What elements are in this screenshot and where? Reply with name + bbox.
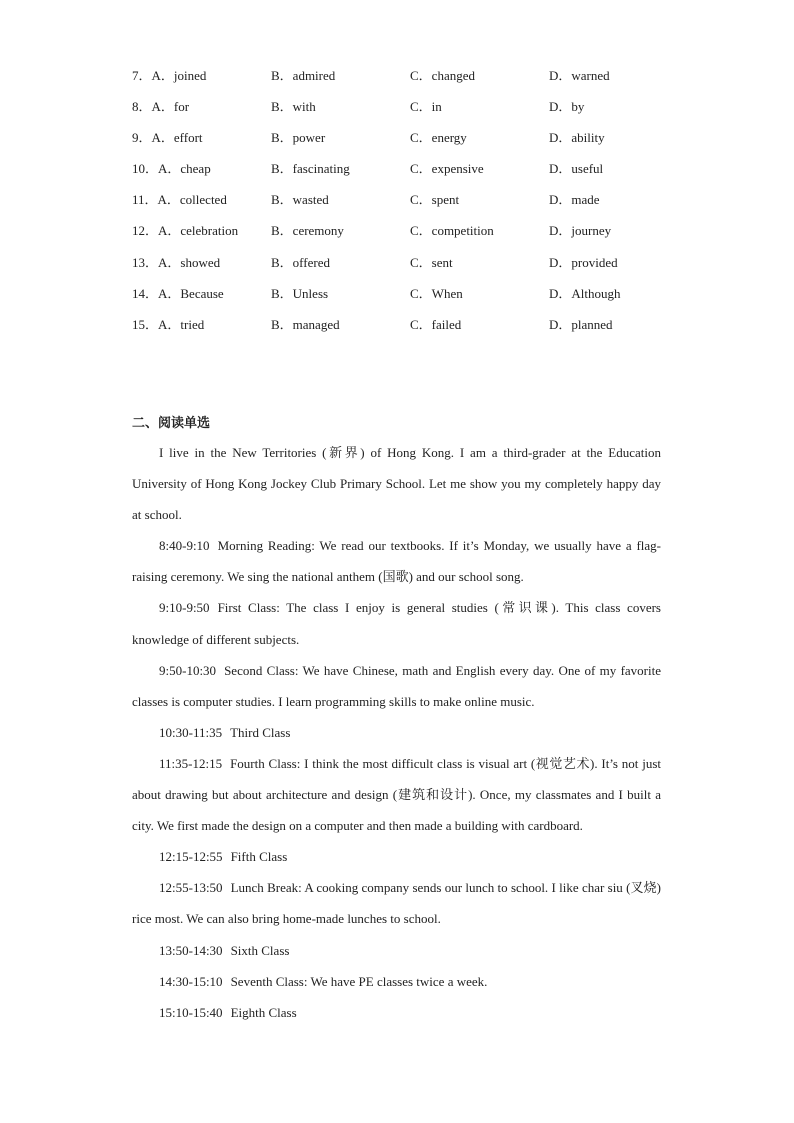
question-row	[132, 313, 672, 344]
option-b: B．Unless	[271, 285, 329, 301]
schedule-time: 15:10-15:40	[159, 1004, 223, 1020]
schedule-text: Second Class: We have Chinese, math and English every day. One of my favorite classes is computer studies. I learn programming skills to make online music.	[132, 662, 661, 709]
section-heading: 二、阅读单选	[132, 416, 211, 431]
option-d: D．by	[549, 99, 585, 115]
option-a: 11．A．collected	[132, 192, 227, 208]
schedule-time: 9:10-9:50	[159, 600, 210, 616]
option-d: D．useful	[549, 161, 604, 177]
schedule-text: Sixth Class	[230, 942, 290, 958]
schedule-paragraph	[132, 592, 661, 654]
option-c: C．in	[410, 99, 442, 115]
option-c: C．When	[410, 285, 463, 301]
schedule-paragraph	[132, 717, 661, 748]
schedule-paragraph	[132, 530, 661, 592]
option-a: 15．A．tried	[132, 316, 205, 332]
schedule-text: Seventh Class: We have PE classes twice a week.	[230, 973, 488, 989]
option-c: C．spent	[410, 192, 460, 208]
option-b: B．offered	[271, 254, 330, 270]
option-b: B．with	[271, 99, 316, 115]
option-b: B．fascinating	[271, 161, 350, 177]
option-b: B．managed	[271, 316, 340, 332]
option-c: C．competition	[410, 223, 494, 239]
question-row	[132, 219, 672, 250]
option-c: C．changed	[410, 68, 475, 83]
question-row	[132, 95, 672, 126]
schedule-paragraph	[132, 748, 661, 841]
reading-passage	[132, 437, 661, 1028]
schedule-text: Third Class	[230, 724, 291, 740]
question-row	[132, 251, 672, 282]
question-row	[132, 126, 672, 157]
schedule-paragraph	[132, 966, 661, 997]
schedule-text: Lunch Break: A cooking company sends our lunch to school. I like char siu (叉烧) rice most. We can also bring home-made lunches to school.	[132, 880, 661, 927]
schedule-paragraph	[132, 655, 661, 717]
schedule-time: 10:30-11:35	[159, 724, 223, 740]
schedule-time: 14:30-15:10	[159, 973, 223, 989]
schedule-paragraph	[132, 872, 661, 934]
question-row	[132, 157, 672, 188]
schedule-time: 8:40-9:10	[159, 538, 210, 554]
option-a: 12．A．celebration	[132, 223, 239, 239]
option-d: D．Although	[549, 285, 621, 301]
option-b: B．admired	[271, 68, 336, 83]
option-b: B．wasted	[271, 192, 329, 208]
question-row	[132, 64, 672, 95]
schedule-time: 13:50-14:30	[159, 942, 223, 958]
option-b: B．power	[271, 130, 326, 146]
option-d: D．ability	[549, 130, 605, 146]
schedule-text: First Class: The class I enjoy is general studies (常识课). This class covers knowledge of different subjects.	[132, 600, 661, 647]
option-d: D．journey	[549, 223, 612, 239]
option-c: C．sent	[410, 254, 453, 270]
answer-options	[132, 64, 672, 344]
schedule-paragraph	[132, 997, 661, 1028]
option-a: 8．A．for	[132, 99, 190, 115]
passage-intro: I live in the New Territories (新界) of Hong Kong. I am a third-grader at the Education University of Hong Kong Jockey Club Primary School. Let me show you my completely happy day at school.	[132, 445, 661, 523]
option-d: D．provided	[549, 254, 618, 270]
schedule-time: 11:35-12:15	[159, 755, 223, 771]
schedule-text: Fifth Class	[230, 849, 288, 865]
option-d: D．made	[549, 192, 600, 208]
option-a: 7．A．joined	[132, 68, 207, 83]
option-d: D．planned	[549, 316, 613, 332]
schedule-time: 12:55-13:50	[159, 880, 223, 896]
option-d: D．warned	[549, 68, 610, 83]
option-a: 10．A．cheap	[132, 161, 211, 177]
question-row	[132, 188, 672, 219]
option-a: 14．A．Because	[132, 285, 224, 301]
schedule-paragraph	[132, 841, 661, 872]
option-a: 9．A．effort	[132, 130, 203, 146]
schedule-time: 9:50-10:30	[159, 662, 217, 678]
option-b: B．ceremony	[271, 223, 344, 239]
schedule-paragraph	[132, 935, 661, 966]
schedule-text: Morning Reading: We read our textbooks. If it’s Monday, we usually have a flag-raising ceremony. We sing the national anthem (国歌) and our school song.	[132, 538, 661, 585]
option-c: C．failed	[410, 316, 462, 332]
schedule-time: 12:15-12:55	[159, 849, 223, 865]
option-a: 13．A．showed	[132, 254, 221, 270]
schedule-text: Eighth Class	[230, 1004, 297, 1020]
option-c: C．energy	[410, 130, 467, 146]
option-c: C．expensive	[410, 161, 484, 177]
schedule-text: Fourth Class: I think the most difficult class is visual art (视觉艺术). It’s not just about drawing but about architecture and design (建筑和设计). Once, my classmates and I built a city. We first made the design on a computer and then made a building with cardboard.	[132, 755, 661, 834]
question-row	[132, 282, 672, 313]
